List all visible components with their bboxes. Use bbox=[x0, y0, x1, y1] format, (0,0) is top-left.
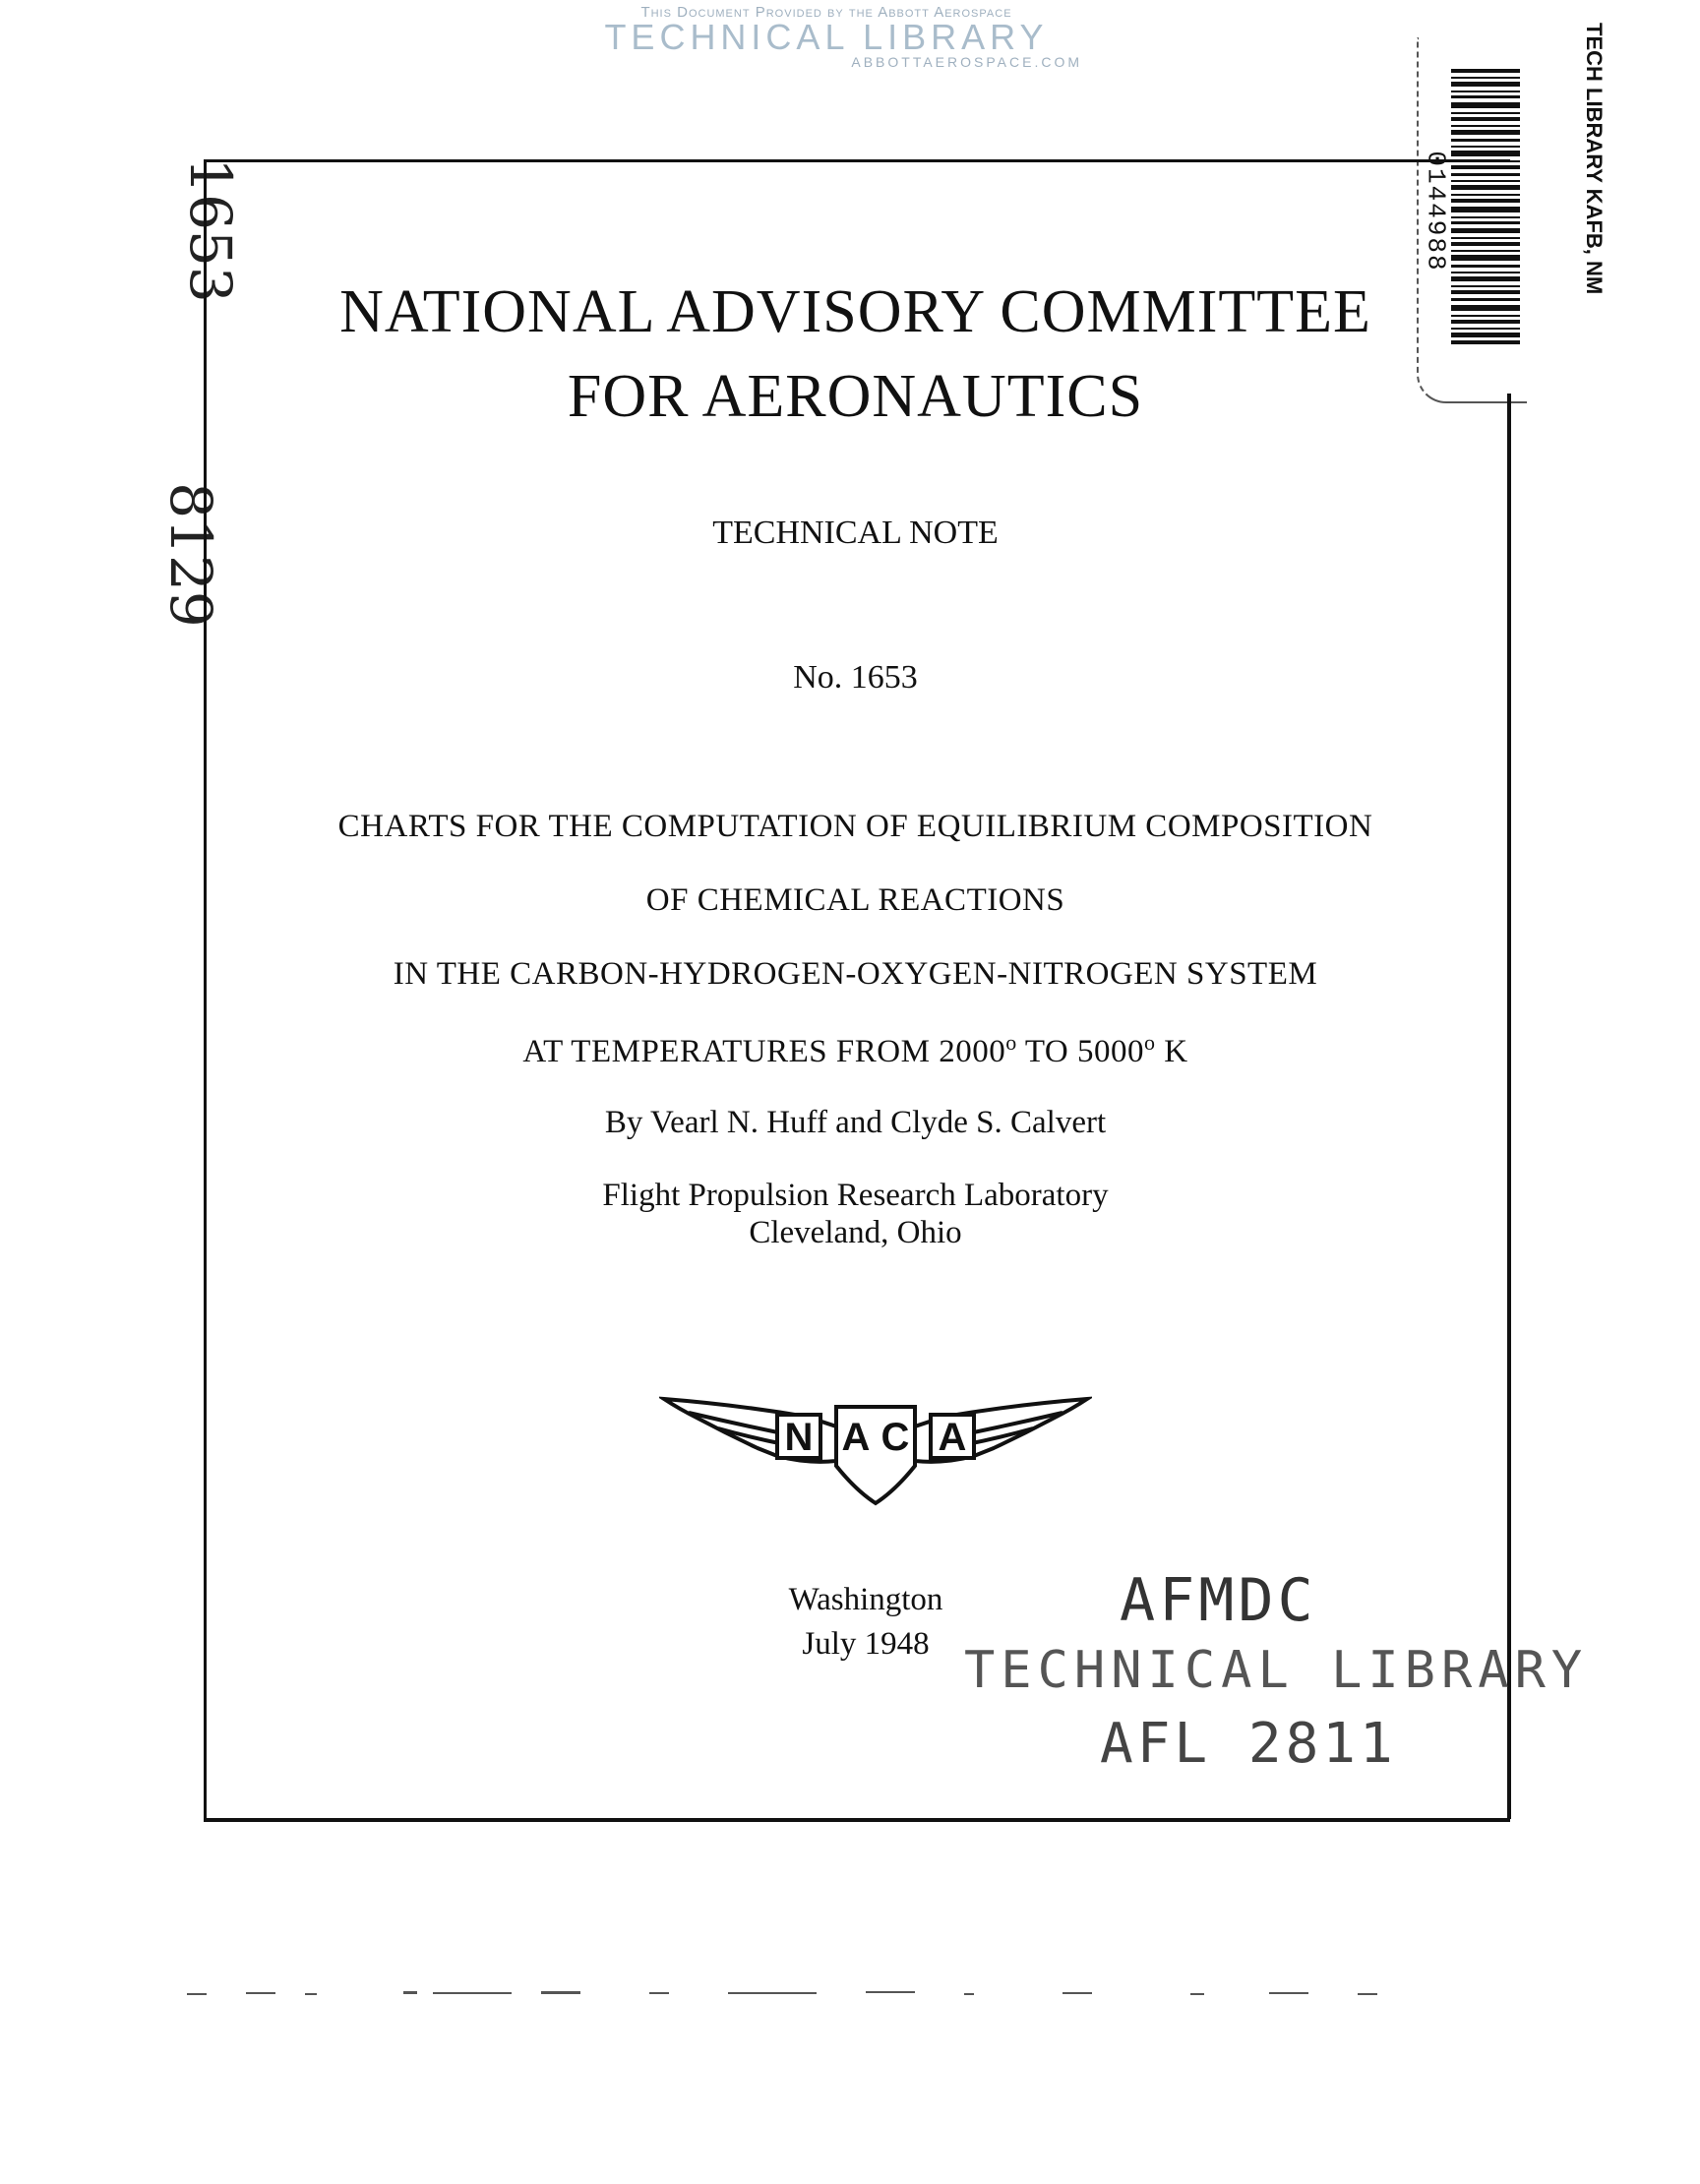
page-frame-right bbox=[1507, 394, 1511, 1819]
footer-place: Washington bbox=[788, 1582, 943, 1617]
scan-noise bbox=[177, 1985, 1456, 2005]
barcode-number: 0144988 bbox=[1421, 151, 1451, 273]
margin-note-top: 1653 bbox=[176, 157, 244, 303]
margin-note-middle: 8129 bbox=[156, 482, 224, 628]
org-name-line1: NATIONAL ADVISORY COMMITTEE bbox=[339, 278, 1371, 345]
naca-letter-c: C bbox=[880, 1416, 910, 1459]
title-line3: IN THE CARBON-HYDROGEN-OXYGEN-NITROGEN SYSTEM bbox=[393, 956, 1318, 992]
naca-letter-a2: A bbox=[938, 1416, 967, 1459]
title-line2: OF CHEMICAL REACTIONS bbox=[645, 882, 1065, 918]
title-line4-part-a: AT TEMPERATURES FROM 2000 bbox=[522, 1034, 1006, 1069]
naca-letter-a: A bbox=[841, 1416, 871, 1459]
stamp-line1: AFMDC bbox=[1120, 1566, 1317, 1635]
stamp-line2: TECHNICAL LIBRARY bbox=[964, 1641, 1589, 1700]
degree-sign: o bbox=[1005, 1030, 1017, 1055]
watermark-title: TECHNICAL LIBRARY bbox=[604, 17, 1049, 57]
watermark bbox=[551, 4, 1102, 70]
footer-date: July 1948 bbox=[802, 1626, 930, 1662]
watermark-url: ABBOTTAEROSPACE.COM bbox=[851, 54, 1082, 70]
stamp-line3: AFL 2811 bbox=[1100, 1712, 1397, 1776]
affiliation-line1: Flight Propulsion Research Laboratory bbox=[602, 1178, 1109, 1213]
doc-type: TECHNICAL NOTE bbox=[712, 515, 999, 551]
degree-sign: o bbox=[1144, 1030, 1156, 1055]
title-line1: CHARTS FOR THE COMPUTATION OF EQUILIBRIUM COMPOSITION bbox=[337, 809, 1373, 844]
affiliation-line2: Cleveland, Ohio bbox=[749, 1215, 962, 1250]
barcode-library: TECH LIBRARY KAFB, NM bbox=[1582, 23, 1607, 295]
title-line4-part-c: K bbox=[1155, 1034, 1188, 1069]
naca-logo-icon bbox=[659, 1387, 1092, 1510]
title-line4 bbox=[204, 1030, 1507, 1070]
org-name-line2: FOR AERONAUTICS bbox=[567, 363, 1144, 430]
naca-letter-n: N bbox=[784, 1416, 814, 1459]
watermark-provided-by: This Document Provided by the Abbott Aerospace bbox=[640, 4, 1012, 21]
title-line4-part-b: TO 5000 bbox=[1016, 1034, 1144, 1069]
authors: By Vearl N. Huff and Clyde S. Calvert bbox=[604, 1105, 1107, 1140]
doc-number: No. 1653 bbox=[793, 659, 918, 696]
